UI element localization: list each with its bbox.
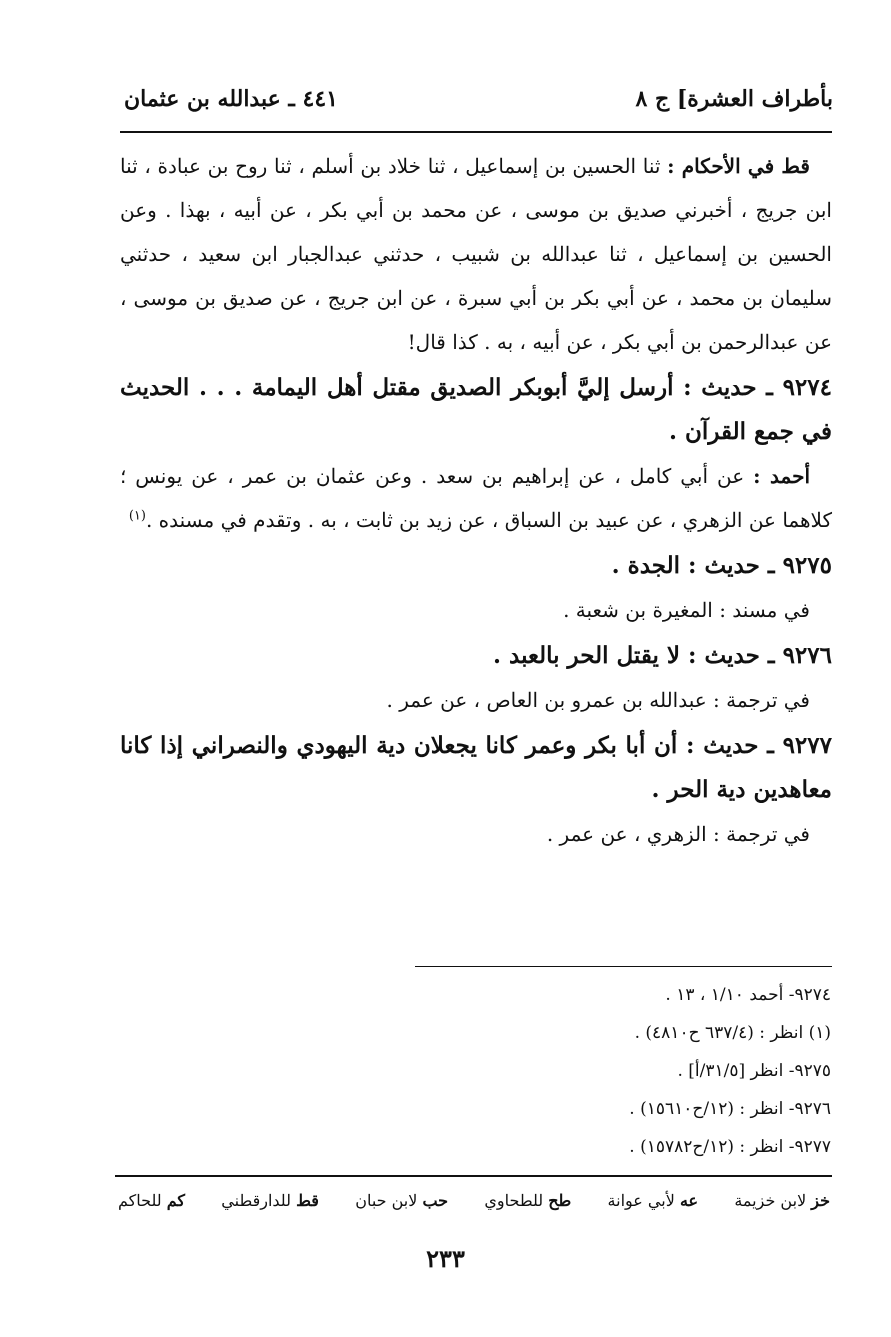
hadith-number: ٩٢٧٧ ـ: [767, 732, 832, 759]
legend-item: [734, 1186, 830, 1216]
hadith-text: أن أبا بكر وعمر كانا يجعلان دية اليهودي والنصراني إذا كانا معاهدين دية الحر .: [120, 732, 832, 803]
hadith-text: أرسل إليَّ أبوبكر الصديق مقتل أهل اليمامة . . . الحديث في جمع القرآن .: [120, 374, 832, 445]
legend-item: [118, 1186, 185, 1216]
running-header-book-title: بأطراف العشرة] ج ٨: [635, 86, 833, 112]
footnote-item: ٩٢٧٥- انظر [٣١/٥/أ] .: [677, 1061, 831, 1081]
legend-abbr: طح: [548, 1191, 572, 1210]
narration-paragraph: [120, 144, 832, 364]
narration-paragraph: [120, 588, 832, 632]
legend-name: لابن حبان: [355, 1191, 418, 1210]
legend-item: [221, 1186, 319, 1216]
legend-item: [484, 1186, 571, 1216]
footnote-item: (١) انظر : (٦٣٧/٤ ح٤٨١٠) .: [634, 1023, 831, 1043]
main-text: [120, 144, 832, 856]
narration-text: في ترجمة : عبدالله بن عمرو بن العاص ، عن عمر .: [386, 688, 810, 712]
hadith-number: ٩٢٧٥ ـ: [767, 552, 832, 579]
narration-text: في مسند : المغيرة بن شعبة .: [563, 598, 810, 622]
header-divider: [120, 131, 832, 133]
legend-abbr: قط: [296, 1191, 319, 1210]
hadith-heading: [120, 366, 832, 454]
legend-abbr: حب: [422, 1191, 449, 1210]
abbreviation-legend: [118, 1186, 830, 1216]
legend-name: لأبي عوانة: [607, 1191, 675, 1210]
narration-paragraph: [120, 678, 832, 722]
footnotes: [431, 976, 831, 1166]
legend-name: للحاكم: [118, 1191, 162, 1210]
source-abbreviation: أحمد :: [753, 464, 811, 488]
hadith-label: حديث :: [686, 732, 759, 759]
hadith-number: ٩٢٧٦ ـ: [767, 642, 832, 669]
hadith-label: حديث :: [688, 552, 760, 579]
legend-name: للدارقطني: [221, 1191, 291, 1210]
narration-text: عن أبي كامل ، عن إبراهيم بن سعد . وعن عثمان بن عمر ، عن يونس ؛ كلاهما عن الزهري ، عن عبيد بن السباق ، عن زيد بن ثابت ، به . وتقدم في مسنده .: [120, 464, 832, 532]
page-number: ٢٣٣: [426, 1244, 465, 1273]
footnote-reference[interactable]: (١): [128, 508, 146, 524]
hadith-label: حديث :: [683, 374, 757, 401]
narration-text: في ترجمة : الزهري ، عن عمر .: [546, 822, 810, 846]
footnote-item: ٩٢٧٧- انظر : (١٢/ح١٥٧٨٢) .: [629, 1137, 831, 1157]
narration-paragraph: [120, 812, 832, 856]
hadith-heading: [120, 724, 832, 812]
hadith-text: لا يقتل الحر بالعبد .: [493, 642, 681, 669]
hadith-number: ٩٢٧٤ ـ: [766, 374, 832, 401]
legend-item: [608, 1186, 699, 1216]
legend-item: [355, 1186, 448, 1216]
legend-abbr: خز: [811, 1191, 830, 1210]
hadith-label: حديث :: [688, 642, 760, 669]
footnote-divider: [415, 966, 832, 967]
footnote-item: ٩٢٧٦- انظر : (١٢/ح١٥٦١٠) .: [629, 1099, 831, 1119]
source-abbreviation: قط في الأحكام :: [667, 154, 810, 178]
hadith-text: الجدة .: [611, 552, 681, 579]
footnote-item: ٩٢٧٤- أحمد ١/١٠ ، ١٣ .: [665, 985, 831, 1005]
legend-abbr: عه: [679, 1191, 699, 1210]
legend-divider: [115, 1175, 832, 1177]
narration-paragraph: [120, 454, 832, 542]
legend-name: للطحاوي: [484, 1191, 544, 1210]
narration-text: ثنا الحسين بن إسماعيل ، ثنا خلاد بن أسلم ، ثنا روح بن عبادة ، ثنا ابن جريج ، أخبرني صديق بن موسى ، عن محمد بن أبي بكر ، عن أبيه ، بهذا . وعن الحسين بن إسماعيل ، ثنا عبدالله بن شبيب ، حدثني عبدالجبار ابن سعيد ، حدثني سليمان بن محمد ، عن أبي بكر بن أبي سبرة ، عن ابن جريج ، عن صديق بن موسى ، عن عبدالرحمن بن أبي بكر ، عن أبيه ، به . كذا قال!: [120, 154, 832, 354]
legend-abbr: كم: [166, 1191, 185, 1210]
running-header-section-title: ٤٤١ ـ عبدالله بن عثمان: [124, 86, 338, 112]
legend-name: لابن خزيمة: [734, 1191, 807, 1210]
hadith-heading: [120, 634, 832, 678]
hadith-heading: [120, 544, 832, 588]
